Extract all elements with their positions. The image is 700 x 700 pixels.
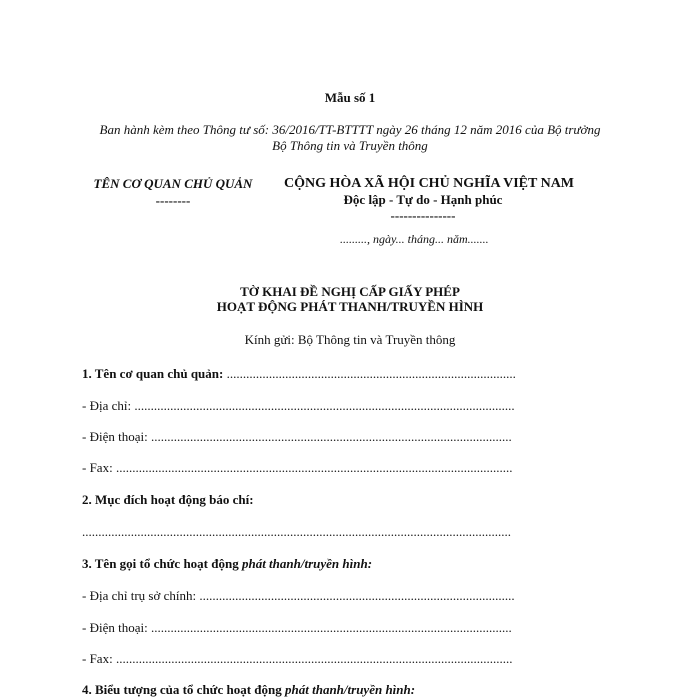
field-governing-agency[interactable]	[82, 366, 516, 382]
section-logo	[82, 682, 415, 698]
agency-dash: --------	[155, 193, 191, 208]
document-title-line1: TỜ KHAI ĐỀ NGHỊ CẤP GIẤY PHÉP	[240, 284, 460, 299]
field-purpose[interactable]: ....................................................................................................................................	[82, 524, 511, 539]
field-org-phone[interactable]: - Điện thoại: ...............................................................................................................	[82, 620, 512, 635]
field-address[interactable]: - Địa chỉ: .....................................................................................................................	[82, 398, 515, 413]
recipient-line: Kính gửi: Bộ Thông tin và Truyền thông	[244, 332, 456, 347]
field-dots: .........................................................................................	[223, 366, 516, 381]
agency-name-header: TÊN CƠ QUAN CHỦ QUẢN	[93, 176, 253, 191]
issued-by-line2: Bộ Thông tin và Truyền thông	[272, 138, 428, 153]
issued-by-line1: Ban hành kèm theo Thông tư số: 36/2016/TT-BTTTT ngày 26 tháng 12 năm 2016 của Bộ trưởng	[99, 122, 601, 137]
field-phone[interactable]: - Điện thoại: ...............................................................................................................	[82, 429, 512, 444]
section-purpose-label: 2. Mục đích hoạt động báo chí:	[82, 492, 254, 507]
motto-dash: ---------------	[390, 208, 456, 223]
field-org-fax[interactable]: - Fax: ..........................................................................................................................	[82, 651, 513, 666]
section-label: 3. Tên gọi tổ chức hoạt động	[82, 556, 239, 571]
form-number: Mẫu số 1	[324, 90, 376, 105]
date-line: ........., ngày... tháng... năm.......	[340, 232, 489, 246]
section-organization-name	[82, 556, 372, 572]
field-label: 1. Tên cơ quan chủ quản:	[82, 366, 224, 381]
field-headquarters-address[interactable]: - Địa chỉ trụ sở chính: .................................................................................................	[82, 588, 515, 603]
section-label-italic: phát thanh/truyền hình:	[285, 682, 416, 697]
national-motto: Độc lập - Tự do - Hạnh phúc	[343, 192, 503, 207]
section-label-italic: phát thanh/truyền hình:	[241, 556, 373, 571]
field-fax[interactable]: - Fax: ..........................................................................................................................	[82, 460, 513, 475]
section-label: 4. Biểu tượng của tổ chức hoạt động	[82, 682, 282, 697]
document-title-line2: HOẠT ĐỘNG PHÁT THANH/TRUYỀN HÌNH	[216, 299, 484, 314]
country-name: CỘNG HÒA XÃ HỘI CHỦ NGHĨA VIỆT NAM	[284, 176, 575, 191]
